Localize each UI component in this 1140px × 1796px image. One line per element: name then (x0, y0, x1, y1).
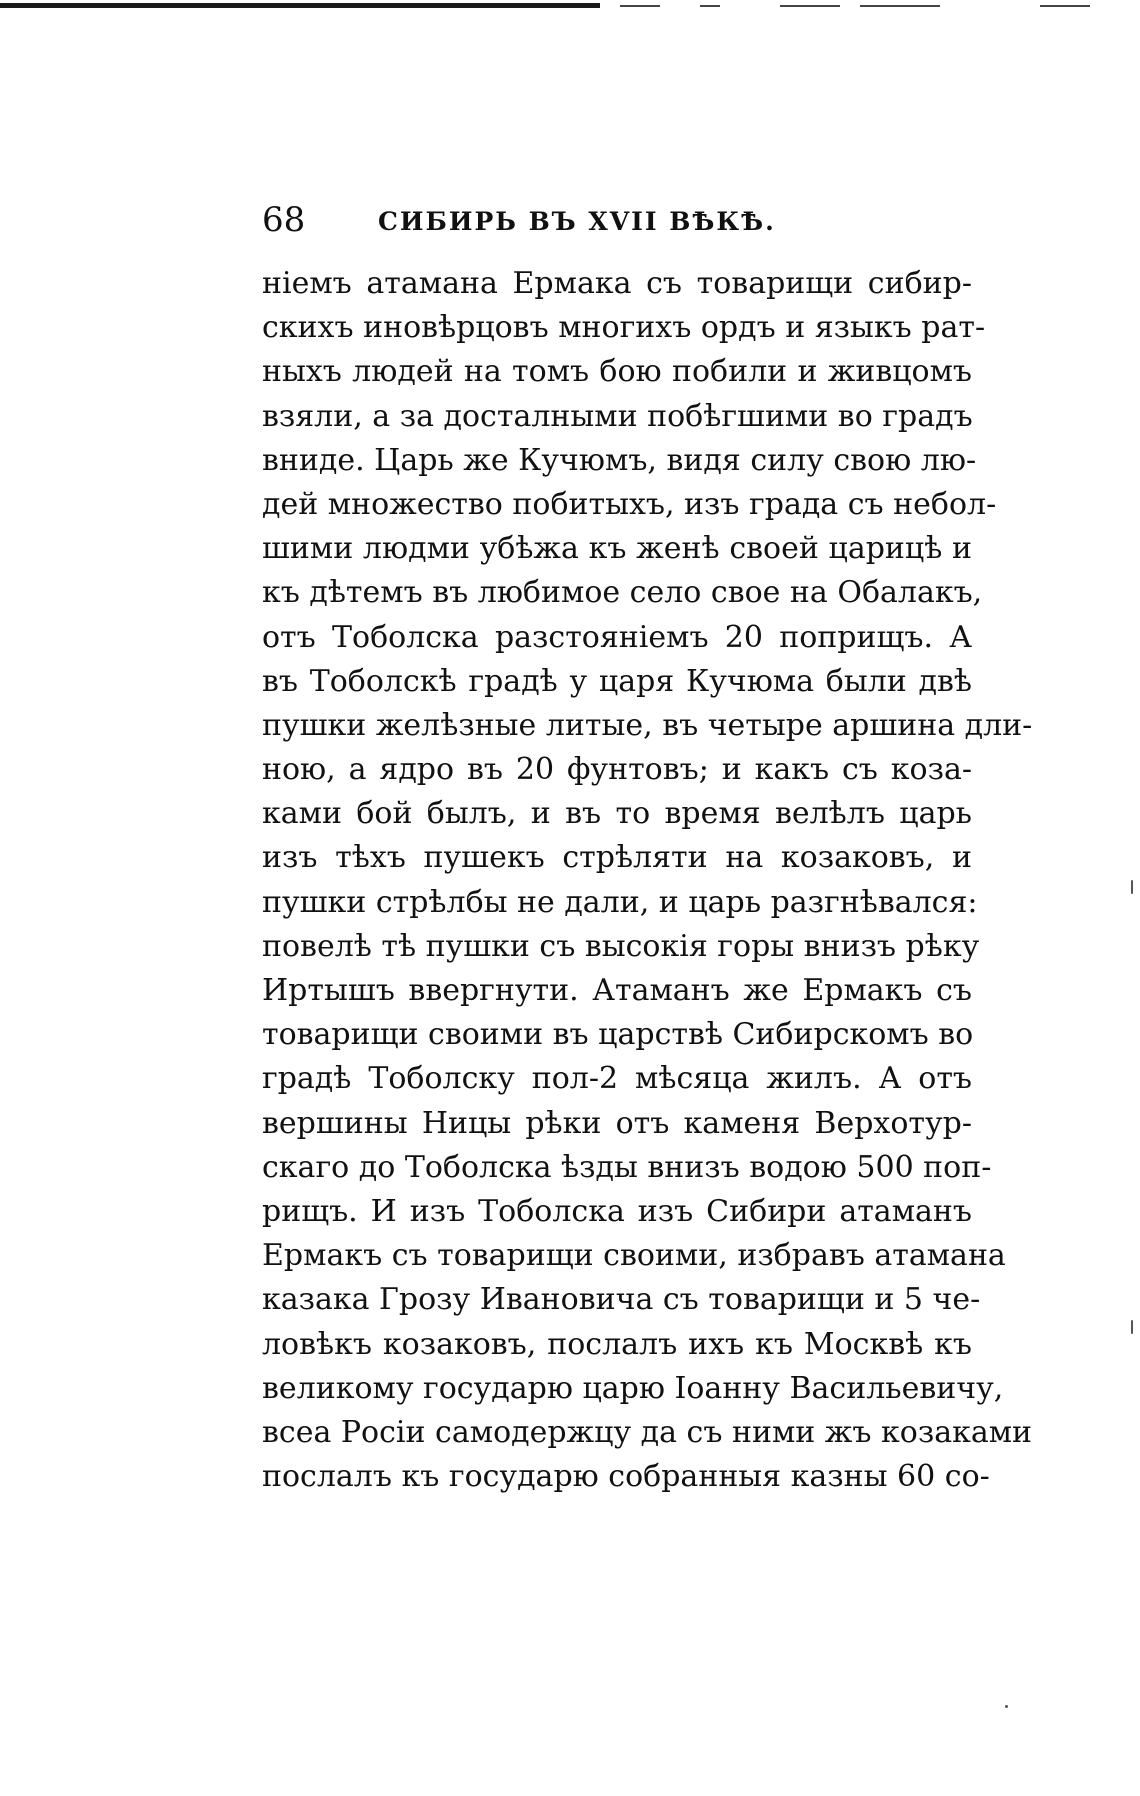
text-line: ловѣкъ козаковъ, послалъ ихъ къ Москвѣ къ (262, 1326, 972, 1362)
text-line: шими людми убѣжа къ женѣ своей царицѣ и (262, 531, 972, 567)
text-line: изъ тѣхъ пушекъ стрѣляти на козаковъ, и (262, 840, 972, 876)
body-text (262, 262, 1033, 1499)
text-line: товарищи своими въ царствѣ Сибирскомъ во (262, 1017, 974, 1053)
text-line: ною, а ядро въ 20 фунтовъ; и какъ съ коза- (262, 752, 972, 788)
text-line: ныхъ людей на томъ бою побили и живцомъ (262, 354, 972, 390)
text-line: Иртышъ ввергнути. Атаманъ же Ермакъ съ (262, 973, 972, 1008)
text-line: Ермакъ съ товарищи своими, избравъ атамана (262, 1238, 1006, 1274)
scan-edge-bar (0, 3, 600, 8)
text-line: скихъ иновѣрцовъ многихъ ордъ и языкъ рат- (262, 310, 986, 346)
running-title: СИБИРЬ ВЪ XVII ВѢКѢ. (378, 207, 776, 236)
scan-edge-dash (620, 5, 660, 7)
text-line: вниде. Царь же Кучюмъ, видя силу свою лю- (262, 442, 977, 478)
text-line: рищъ. И изъ Тоболска изъ Сибири атаманъ (262, 1193, 972, 1229)
scan-speck (1005, 1705, 1008, 1708)
scan-edge-dash (780, 5, 840, 7)
page-number: 68 (262, 200, 306, 240)
scan-top-edge (0, 0, 1140, 12)
text-line: пушки стрѣлбы не дали, и царь разгнѣвался: (262, 884, 978, 920)
text-line: ніемъ атамана Ермака съ товарищи сибир- (262, 266, 972, 301)
text-line: отъ Тоболска разстояніемъ 20 поприщъ. А (262, 619, 972, 655)
text-line: всеа Росіи самодержцу да съ ними жъ козаками (262, 1414, 1033, 1450)
text-line: градѣ Тоболску пол-2 мѣсяца жилъ. А отъ (262, 1061, 972, 1097)
scan-edge-dash (1040, 5, 1090, 7)
text-line: послалъ къ государю собранныя казны 60 со- (262, 1459, 990, 1495)
text-line: скаго до Тоболска ѣзды внизъ водою 500 поп- (262, 1149, 992, 1185)
text-line: вершины Ницы рѣки отъ каменя Верхотур- (262, 1105, 972, 1141)
text-line: дей множество побитыхъ, изъ града съ небол- (262, 486, 997, 522)
text-line: казака Грозу Ивановича съ товарищи и 5 че- (262, 1282, 981, 1318)
text-line: пушки желѣзные литые, въ четыре аршина дли- (262, 707, 1033, 743)
text-line: къ дѣтемъ въ любимое село свое на Обалакъ, (262, 575, 983, 611)
text-line: взяли, а за досталными побѣгшими во градъ (262, 398, 973, 434)
text-line: въ Тоболскѣ градѣ у царя Кучюма были двѣ (262, 663, 972, 699)
text-line: ками бой былъ, и въ то время велѣлъ царь (262, 796, 972, 832)
scan-speck (1131, 1320, 1133, 1334)
scan-edge-dash (700, 5, 720, 7)
text-line: великому государю царю Іоанну Васильевичу, (262, 1370, 1004, 1406)
page-header (262, 198, 982, 242)
scan-speck (1131, 880, 1133, 894)
scan-edge-dash (860, 5, 940, 7)
text-line: повелѣ тѣ пушки съ высокія горы внизъ рѣку (262, 928, 980, 964)
